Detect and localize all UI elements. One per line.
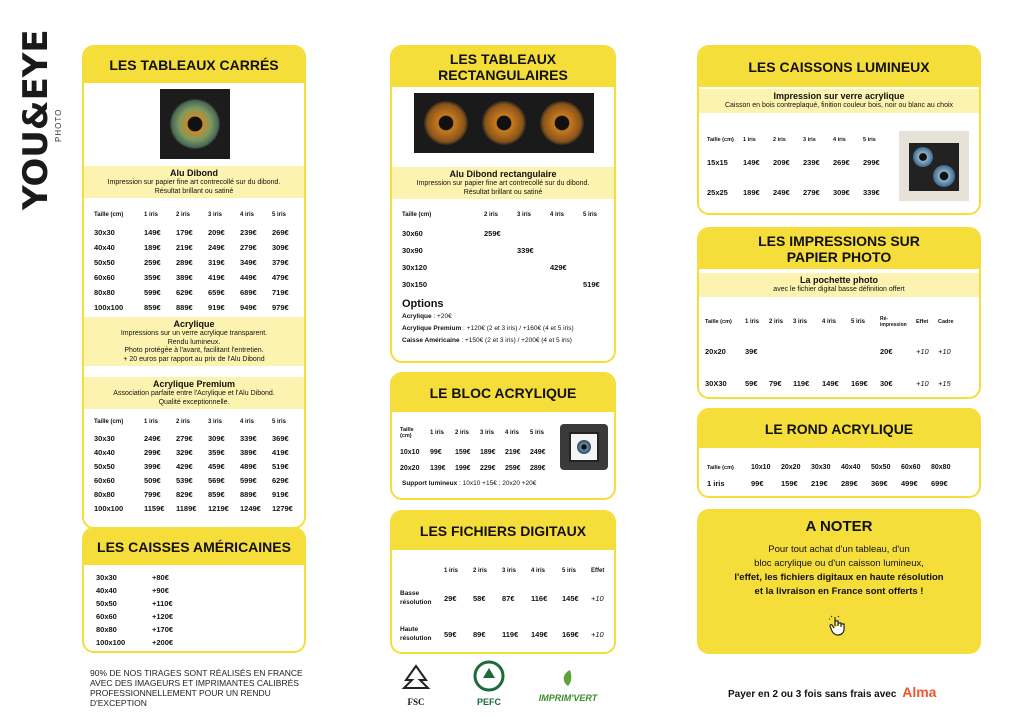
noter-text: Pour tout achat d'un tableau, d'un bloc acrylique ou d'un caisson lumineux, l'effet, les fichiers digitaux en haute résolution et la livraison en France sont offerts ! [734,544,944,597]
header-3iris: 3 iris [502,568,517,574]
caissons-table [705,133,891,207]
pefc-logo: PEFC [466,660,512,707]
table-row: 30x90 339€ [402,246,534,255]
header-4iris: 4 iris [240,212,255,218]
title-line2: PAPIER PHOTO [786,249,892,265]
header-2iris: 2 iris [473,568,488,574]
brand-name: YOU&EYE [16,29,56,210]
card-tableaux-rectangulaires [390,45,616,363]
card-rond-acrylique [697,408,981,498]
iris-image [424,101,468,145]
header-1iris: 1 iris [745,319,760,325]
header-2iris: 2 iris [455,430,470,436]
alu-desc2: Résultat brillant ou satiné [154,187,234,195]
prem-desc2: Qualité exceptionnelle. [158,398,230,406]
acr-desc2: Rendu lumineux. [167,338,221,346]
pochette-band [699,273,979,297]
card-caissons-lumineux [697,45,981,215]
card-impressions-papier [697,227,981,399]
header-5iris: 5 iris [530,430,545,436]
title-line1: LES TABLEAUX [449,51,557,67]
header-size: Taille (cm) [705,319,732,325]
alu-band [84,166,304,198]
table-row: 30x30 149€ 179€ 209€ 239€ 269€ [94,228,289,237]
iris-square-photo [160,89,230,159]
bloc-table [398,422,553,476]
footer-note: 90% DE NOS TIRAGES SONT RÉALISÉS EN FRANCE AVEC DES IMAGEURS ET IMPRIMANTES CALIBRÉS PROFESSIONNELLEMENT POUR UN RENDU D'EXCEPTION [90,668,303,708]
table-row: 30x150 519€ [402,280,600,289]
header-5iris: 5 iris [583,212,598,218]
table-row: 80x80 599€ 629€ 659€ 689€ 719€ [94,288,289,297]
table-row: 30X30 59€ 79€ 119€ 149€ 169€ 30€ +10 +15 [705,378,951,388]
header-5iris: 5 iris [863,137,876,143]
header-effet: Effet [591,568,605,574]
table-row: Haute résolution 59€ 89€ 119€ 149€ 169€ +10 [400,626,604,642]
acrylique-band [84,317,304,366]
rond-table: Taille (cm) 10x10 20x20 30x30 40x40 50x50 60x60 80x80 1 iris 99€ 159€ 219€ 289€ 369€ 499€ 699€ [705,460,959,491]
header-size: Taille (cm) [707,137,734,143]
options-section [402,297,574,347]
table-row: 50x50 399€ 429€ 459€ 489€ 519€ [94,461,289,471]
header-3iris: 3 iris [803,137,816,143]
iris-image [170,99,220,149]
table-row: 80x80 +170€ [96,625,174,634]
caisses-table [94,571,175,649]
table-row: 100x100 859€ 889€ 919€ 949€ 979€ [94,303,289,312]
brand-logo [14,29,64,215]
alma-logo: Alma [902,684,937,700]
table-row: 40x40 299€ 329€ 359€ 389€ 419€ [94,447,289,457]
caissons-subtitle: Impression sur verre acrylique [773,91,905,101]
header-size: Taille (cm) [400,427,414,439]
table-row: 40x40 +90€ [96,586,169,595]
card-title: LES TABLEAUX CARRÉS [84,47,304,83]
header-1iris: 1 iris [743,137,756,143]
header-3iris: 3 iris [793,319,808,325]
card-title: LE ROND ACRYLIQUE [699,410,979,448]
header-3iris: 3 iris [208,212,223,218]
header-size: Taille (cm) [402,212,432,218]
card-title: LES FICHIERS DIGITAUX [392,512,614,550]
header-4iris: 4 iris [822,319,837,325]
table-row: 50x50 259€ 289€ 319€ 349€ 379€ [94,258,289,267]
header-2iris: 2 iris [484,212,499,218]
table-row: 50x50 +110€ [96,599,173,608]
table-row: 30x60 259€ [402,229,501,238]
rect-price-table [400,205,614,293]
table-row: 30x30 249€ 279€ 309€ 339€ 369€ [94,433,289,443]
header-1iris: 1 iris [444,568,459,574]
option-premium: Acrylique Premium : +120€ (2 et 3 iris) / +160€ (4 et 5 iris) [402,325,574,332]
iris-image [909,143,959,191]
card-title [392,47,614,87]
table-row: 20x20 39€ 20€ +10 +10 [705,346,951,356]
table-row: 100x100 1159€ 1189€ 1219€ 1249€ 1279€ [94,503,293,513]
header-4iris: 4 iris [550,212,565,218]
fsc-logo: FSC [398,664,434,707]
header-size: Taille (cm) [94,419,124,425]
table-row: 40x40 189€ 219€ 249€ 279€ 309€ [94,243,289,252]
card-title [699,229,979,269]
iris-image [569,432,599,462]
iris-triptych-photo [414,93,594,153]
card-a-noter [697,509,981,654]
card-title: LES CAISSES AMÉRICAINES [84,529,304,565]
table-row: 20x20 139€ 199€ 229€ 259€ 289€ [400,464,546,472]
header-5iris: 5 iris [272,419,287,425]
header-2iris: 2 iris [769,319,784,325]
header-4iris: 4 iris [833,137,846,143]
acr-desc3: Photo protégée à l'avant, facilitant l'entretien. [124,347,264,354]
card-tableaux-carres [82,45,306,529]
imprim-vert-logo: IMPRIM'VERT [526,668,610,703]
brand-sub: PHOTO [54,108,63,142]
pochette-title: La pochette photo [800,275,878,285]
alu-rect-desc1: Impression sur papier fine art contrecollé sur du dibond. [416,180,590,187]
table-row: Basse résolution 29€ 58€ 87€ 116€ 145€ +10 [400,590,604,606]
payment-note [728,684,936,700]
header-2iris: 2 iris [773,137,786,143]
bloc-photo [560,424,608,470]
table-row: 80x80 799€ 829€ 859€ 889€ 919€ [94,489,289,499]
header-5iris: 5 iris [562,568,577,574]
table-row: 15x15 149€ 209€ 239€ 269€ 299€ [707,157,880,167]
acr-desc1: Impressions sur un verre acrylique transparent. [120,330,268,337]
card-bloc-acrylique [390,372,616,500]
caisson-photo [899,131,969,201]
header-size: Taille (cm) [707,464,734,471]
iris-image [540,101,584,145]
alu-rect-desc2: Résultat brillant ou satiné [463,188,543,196]
table-row: 60x60 509€ 539€ 569€ 599€ 629€ [94,475,289,485]
header-1iris: 1 iris [144,212,159,218]
header-1iris: 1 iris [430,430,445,436]
card-caisses-americaines [82,527,306,653]
card-title: LES CAISSONS LUMINEUX [699,47,979,87]
premium-price-table [92,413,302,515]
table-row: 30x120 429€ [402,263,567,272]
support-lumineux: Support lumineux : 10x10 +15€ ; 20x20 +20€ [402,480,537,487]
fichiers-table [398,562,611,652]
impressions-table [703,309,958,399]
caissons-band [699,89,979,113]
alu-rect-title: Alu Dibond rectangulaire [449,169,557,179]
header-reimpression: Ré-impression [880,316,907,328]
prem-title: Acrylique Premium [152,379,236,389]
header-3iris: 3 iris [480,430,495,436]
header-2iris: 2 iris [176,419,191,425]
table-row: 30x30 +80€ [96,573,169,582]
header-1iris: 1 iris [144,419,159,425]
premium-band [84,377,304,409]
option-acrylique: Acrylique : +20€ [402,313,452,320]
table-row: 10x10 99€ 159€ 189€ 219€ 249€ [400,448,546,456]
alu-price-table [92,205,302,315]
table-row: 1 iris 99€ 159€ 219€ 289€ 369€ 499€ 699€ [707,478,948,488]
title-line2: RECTANGULAIRES [438,67,568,83]
header-5iris: 5 iris [851,319,866,325]
header-4iris: 4 iris [505,430,520,436]
table-row: 100x100 +200€ [96,638,174,647]
noter-title: A NOTER [805,518,873,535]
option-caisse: Caisse Américaine : +150€ (2 et 3 iris) / +200€ (4 et 5 iris) [402,337,572,344]
card-fichiers-digitaux [390,510,616,654]
header-size: Taille (cm) [94,212,124,218]
alu-rect-band [392,167,614,199]
title-line1: LES IMPRESSIONS SUR [758,233,920,249]
header-5iris: 5 iris [272,212,287,218]
header-4iris: 4 iris [531,568,546,574]
alu-desc1: Impression sur papier fine art contrecollé sur du dibond. [107,179,281,186]
header-3iris: 3 iris [517,212,532,218]
table-row: 25x25 189€ 249€ 279€ 309€ 339€ [707,187,880,197]
header-4iris: 4 iris [240,419,255,425]
iris-image [482,101,526,145]
options-title: Options [402,298,444,310]
card-title: LE BLOC ACRYLIQUE [392,374,614,412]
pochette-desc: avec le fichier digital basse définition offert [773,286,905,293]
alu-title: Alu Dibond [170,168,218,178]
header-effet: Effet [916,319,929,325]
acr-title: Acrylique [173,319,215,329]
caissons-desc: Caisson en bois contreplaqué, finition couleur bois, noir ou blanc au choix [724,102,954,109]
acr-desc4: + 20 euros par rapport au prix de l'Alu Dibond [123,355,265,363]
header-cadre: Cadre [938,319,954,325]
header-3iris: 3 iris [208,419,223,425]
payment-text: Payer en 2 ou 3 fois sans frais avec [728,689,897,700]
table-row: 60x60 359€ 389€ 419€ 449€ 479€ [94,273,289,282]
hand-pointer-icon [826,613,850,637]
header-2iris: 2 iris [176,212,191,218]
prem-desc1: Association parfaite entre l'Acrylique et l'Alu Dibond. [113,390,275,397]
table-row: 60x60 +120€ [96,612,174,621]
